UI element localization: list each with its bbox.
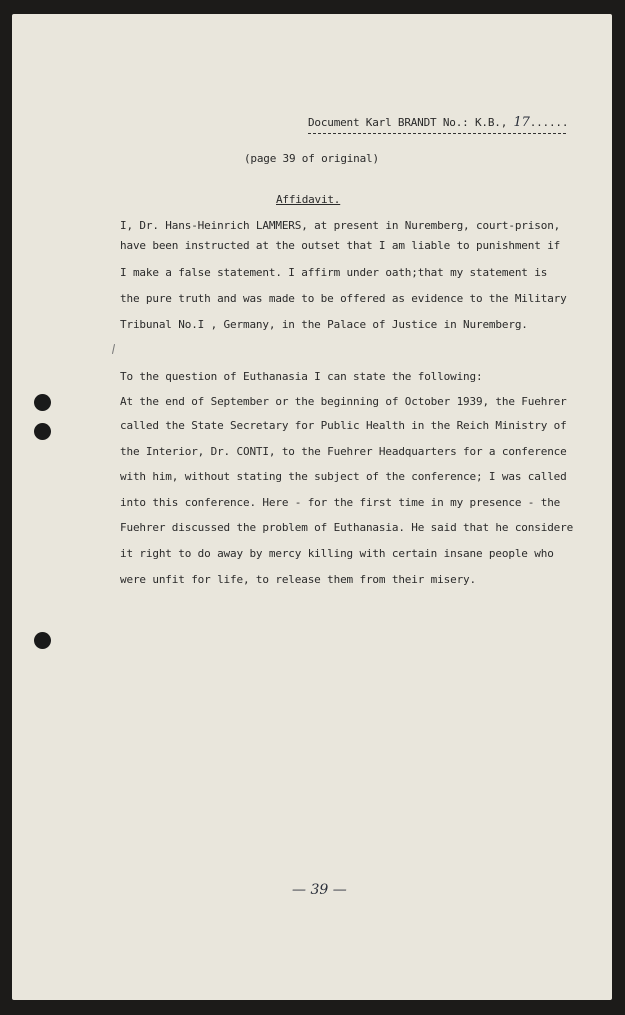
body-line: To the question of Euthanasia I can state the following: bbox=[120, 370, 483, 383]
body-line: into this conference. Here - for the first time in my presence - the bbox=[120, 496, 561, 509]
punch-hole-middle bbox=[34, 423, 51, 440]
body-line: the pure truth and was made to be offered as evidence to the Military bbox=[120, 292, 567, 305]
body-line: At the end of September or the beginning of October 1939, the Fuehrer bbox=[120, 395, 567, 408]
body-line: with him, without stating the subject of the conference; I was called bbox=[120, 470, 567, 483]
punch-hole-bottom bbox=[34, 632, 51, 649]
body-line: were unfit for life, to release them from their misery. bbox=[120, 573, 476, 586]
handwritten-document-number: 17 bbox=[513, 115, 530, 130]
body-line: Fuehrer discussed the problem of Euthanasia. He said that he considere bbox=[120, 521, 574, 534]
header-dashed-rule bbox=[308, 133, 566, 134]
body-line: the Interior, Dr. CONTI, to the Fuehrer Headquarters for a conference bbox=[120, 445, 567, 458]
body-line: I, Dr. Hans-Heinrich LAMMERS, at present in Nuremberg, court-prison, bbox=[120, 219, 561, 232]
document-title: Affidavit. bbox=[276, 193, 341, 206]
body-line: it right to do away by mercy killing with certain insane people who bbox=[120, 547, 554, 560]
footer-page-number: — 39 — bbox=[292, 882, 347, 898]
body-line: I make a false statement. I affirm under oath;that my statement is bbox=[120, 266, 548, 279]
body-line: Tribunal No.I , Germany, in the Palace of Justice in Nuremberg. bbox=[120, 318, 528, 331]
reference-separator: , bbox=[500, 116, 514, 129]
document-reference bbox=[308, 115, 568, 130]
reference-dots: ...... bbox=[529, 116, 569, 129]
punch-hole-top bbox=[34, 394, 51, 411]
page-note: (page 39 of original) bbox=[244, 152, 379, 165]
body-line: have been instructed at the outset that I am liable to punishment if bbox=[120, 239, 561, 252]
body-line: called the State Secretary for Public Health in the Reich Ministry of bbox=[120, 419, 567, 432]
document-reference-text: Document Karl BRANDT No.: K.B. bbox=[308, 116, 501, 129]
